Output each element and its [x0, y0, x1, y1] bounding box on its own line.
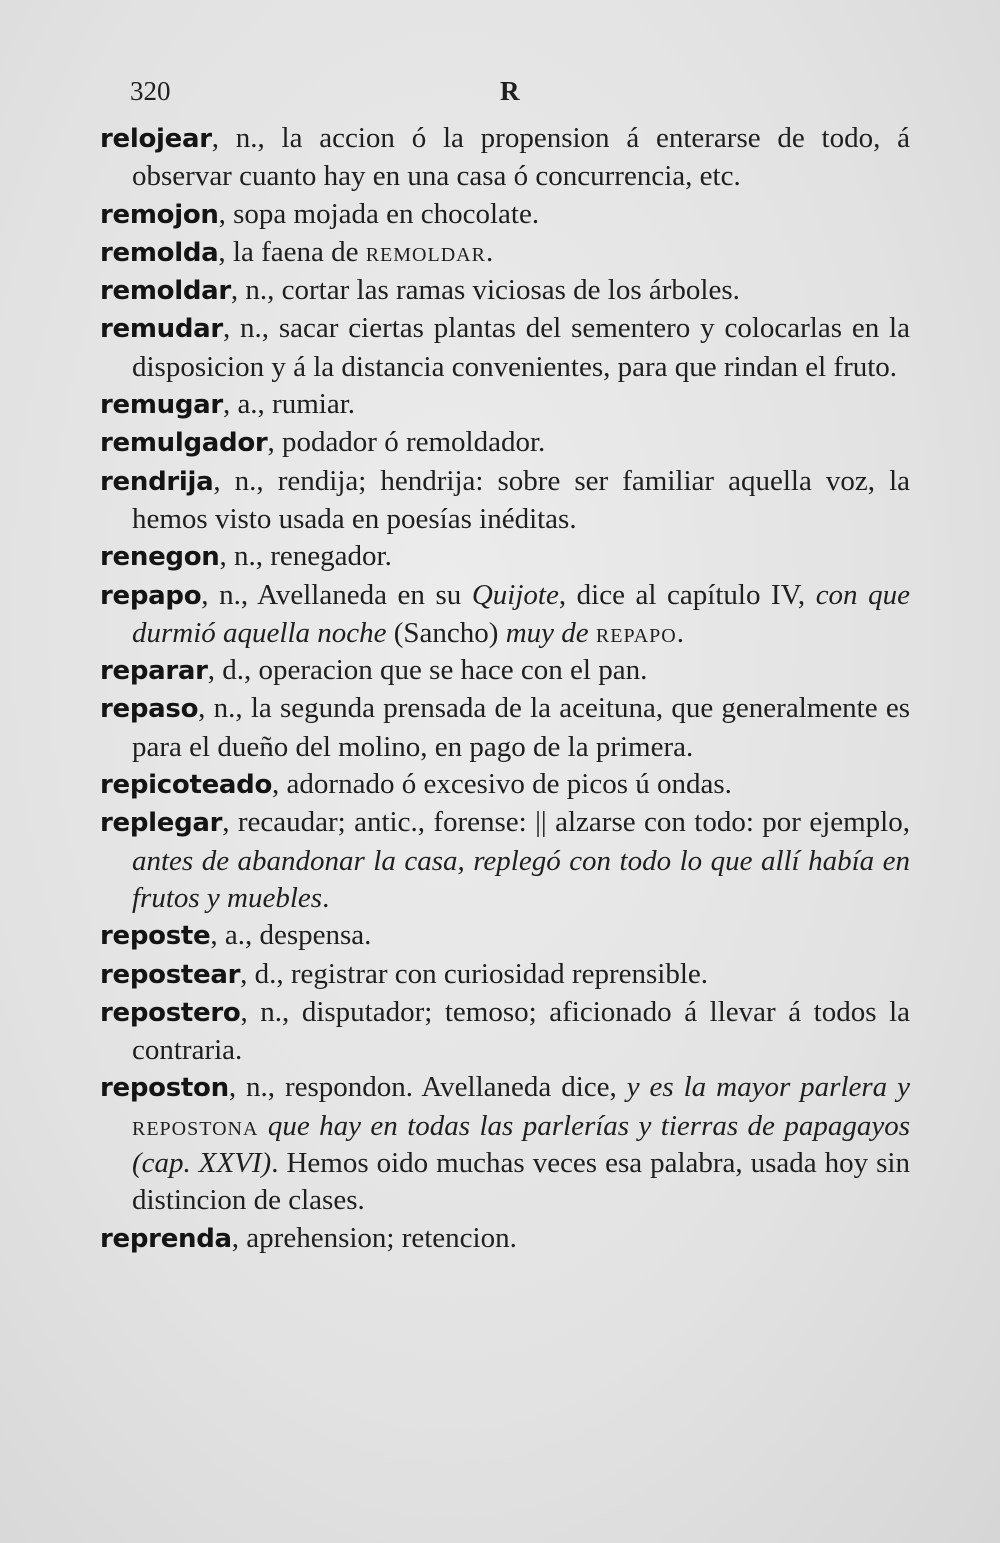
entry-list — [100, 120, 910, 1258]
entry-reparar — [100, 652, 910, 690]
headword: replegar — [100, 808, 223, 839]
quotation: y es la mayor parlera y — [626, 1071, 910, 1104]
definition: , la faena de — [218, 235, 366, 268]
headword: remojon — [100, 199, 219, 230]
definition-cont: (Sancho) — [386, 616, 506, 649]
definition: , n., cortar las ramas viciosas de los árboles. — [230, 274, 740, 307]
definition: , n., la segunda prensada de la aceituna, que generalmente es para el dueño del molino, en pago de la primera. — [132, 692, 910, 763]
quotation: antes de abandonar la casa, replegó con todo lo que allí había en frutos y muebles — [132, 844, 910, 914]
headword: repaso — [100, 694, 199, 725]
cross-reference: repostona — [132, 1109, 259, 1142]
definition: , n., la accion ó la propension á enterarse de todo, á observar cuanto hay en una casa ó concurrencia, etc. — [132, 122, 910, 193]
space — [258, 1110, 267, 1142]
entry-repostear — [100, 956, 910, 994]
entry-remoldar — [100, 272, 910, 310]
headword: reparar — [100, 656, 208, 687]
cross-reference: remoldar — [365, 235, 486, 268]
definition: , n., respondon. Avellaneda dice, — [228, 1071, 627, 1104]
definition-end: . — [676, 616, 684, 649]
definition: , recaudar; antic., forense: || alzarse con todo: por ejemplo, — [222, 806, 910, 839]
space — [589, 617, 596, 649]
headword: repostear — [100, 959, 241, 990]
entry-repapo — [100, 577, 910, 653]
definition-end: . — [485, 235, 494, 268]
headword: repostero — [100, 997, 241, 1028]
page-header — [130, 76, 910, 116]
headword: repicoteado — [100, 770, 273, 801]
headword: remoldar — [100, 276, 231, 307]
headword: remudar — [100, 314, 223, 345]
work-title: Quijote — [471, 578, 559, 611]
entry-reposte — [100, 917, 910, 955]
entry-remudar — [100, 310, 910, 386]
definition: , d., registrar con curiosidad reprensible. — [240, 957, 709, 990]
definition: , a., rumiar. — [222, 388, 356, 421]
entry-reposton — [100, 1069, 910, 1219]
entry-remulgador — [100, 424, 910, 462]
headword: reposte — [100, 921, 211, 952]
page-number: 320 — [130, 76, 171, 106]
headword: rendrija — [100, 466, 214, 497]
headword: remulgador — [100, 428, 268, 459]
quotation: con que durmió aquella noche — [132, 578, 910, 649]
headword: relojear — [100, 124, 212, 154]
entry-repaso — [100, 690, 910, 766]
entry-repostero — [100, 994, 910, 1070]
entry-remugar — [100, 386, 910, 424]
definition: , n., sacar ciertas plantas del sementero y colocarlas en la disposicion y á la distancia convenientes, para que rindan el fruto. — [132, 312, 910, 383]
definition: , sopa mojada en chocolate. — [218, 197, 540, 230]
headword: repapo — [100, 580, 202, 611]
definition: , n., renegador. — [219, 540, 392, 573]
definition: , aprehension; retencion. — [231, 1221, 517, 1254]
definition: , a., despensa. — [210, 919, 372, 952]
section-letter: R — [500, 76, 520, 106]
headword: reposton — [100, 1073, 229, 1104]
entry-replegar — [100, 804, 910, 917]
definition-cont: , dice al capítulo IV, — [558, 578, 816, 611]
definition: , n., Avellaneda en su — [201, 578, 472, 611]
cross-reference: repapo — [595, 616, 677, 649]
entry-relojear — [100, 120, 910, 196]
entry-repicoteado — [100, 766, 910, 804]
definition: , adornado ó excesivo de picos ú ondas. — [272, 768, 732, 801]
entry-rendrija — [100, 463, 910, 539]
definition: , n., rendija; hendrija: sobre ser familiar aquella voz, la hemos visto usada en poesías inéditas. — [132, 464, 910, 535]
quotation: que hay en todas las parlerías y tierras de papagayos (cap. XXVI) — [132, 1109, 911, 1180]
definition: , n., disputador; temoso; aficionado á llevar á todos la contraria. — [132, 995, 910, 1067]
headword: remugar — [100, 390, 223, 421]
headword: reprenda — [100, 1223, 232, 1254]
entry-reprenda — [100, 1220, 910, 1258]
definition: , podador ó remoldador. — [267, 426, 546, 459]
headword: remolda — [100, 237, 219, 268]
quotation: muy de — [505, 616, 589, 649]
headword: renegon — [100, 542, 220, 573]
entry-remojon — [100, 196, 910, 234]
entry-renegon — [100, 538, 910, 576]
definition: , d., operacion que se hace con el pan. — [207, 654, 648, 687]
entry-remolda — [100, 234, 910, 272]
definition-end: . Hemos oido muchas veces esa palabra, usada hoy sin distincion de clases. — [132, 1147, 910, 1217]
definition-end: . — [322, 881, 330, 914]
